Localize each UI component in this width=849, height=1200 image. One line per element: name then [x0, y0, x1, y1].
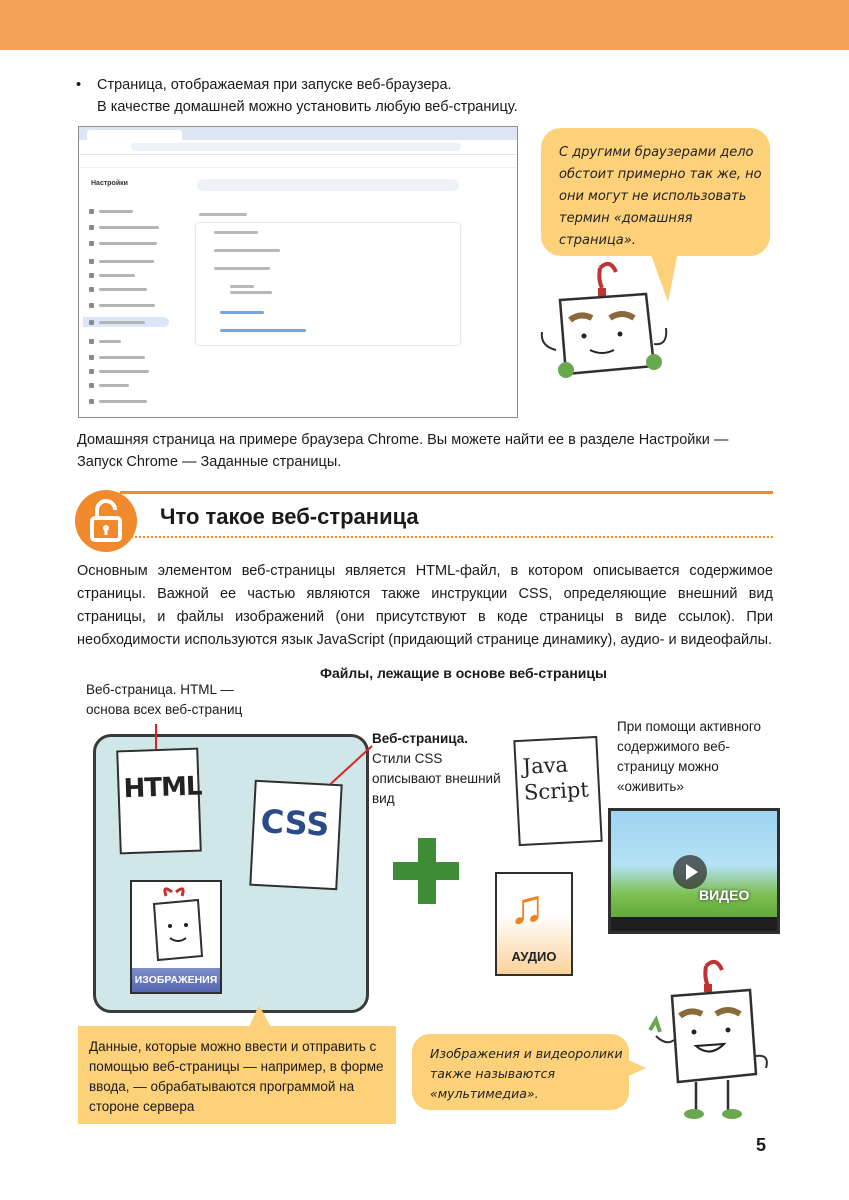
javascript-label-line-1: Java — [522, 752, 569, 779]
server-note-tail — [249, 1005, 271, 1027]
javascript-file-label — [522, 750, 589, 805]
body-paragraph: Основным элементом веб-страницы является HTML-файл, в котором описывается содержимое страницы. Важной ее частью являются также инструкции CSS, определяющие внешний вид страницы, и файлы изображений (они присутствуют в коде страницы в виде ссылок). При необходимости используются язык JavaScript (придающий странице динамику), аудио- и видеофайлы. — [77, 563, 773, 648]
intro-line-2: В качестве домашней можно установить любую веб-страницу. — [97, 99, 518, 115]
label-html-line-2: основа всех веб-страниц — [86, 702, 243, 717]
css-file-label: CSS — [259, 802, 331, 844]
video-player-icon — [608, 808, 780, 934]
label-html-line-1: Веб-страница. HTML — — [86, 682, 234, 697]
image-mascot-icon — [132, 882, 220, 968]
audio-file-label: АУДИО — [511, 949, 557, 964]
page-number: 5 — [756, 1135, 767, 1155]
html-file-label: HTML — [123, 771, 202, 805]
label-css-bold: Веб-страница. — [372, 731, 468, 746]
video-controls-bar — [611, 917, 777, 931]
javascript-file-icon — [513, 736, 602, 846]
screenshot-caption: Домашняя страница на примере браузера Chrome. Вы можете найти ее в разделе Настройки — Запуск Chrome — Заданные страницы. — [77, 432, 729, 470]
image-file-label: ИЗОБРАЖЕНИЯ — [134, 974, 218, 986]
bullet-dot: • — [76, 77, 82, 93]
paper-mascot-illustration-2 — [636, 956, 776, 1126]
audio-file-icon — [495, 872, 573, 976]
html-file-icon — [116, 748, 202, 855]
speech-bubble-multimedia-text: Изображения и видеоролики также называются «мультимедиа». — [430, 1046, 623, 1101]
javascript-label-line-2: Script — [523, 777, 590, 805]
play-icon — [673, 855, 707, 889]
intro-line-1: Страница, отображаемая при запуске веб-браузера. — [97, 77, 452, 93]
label-css — [372, 729, 502, 809]
css-file-icon — [249, 780, 342, 890]
label-css-text: Стили CSS описывают внешний вид — [372, 751, 501, 806]
video-label: ВИДЕО — [699, 887, 750, 903]
plus-icon-bar — [393, 862, 459, 880]
image-file-icon — [130, 880, 222, 994]
figure-title: Файлы, лежащие в основе веб-страницы — [320, 665, 607, 681]
music-note-icon: ♫ — [509, 881, 545, 934]
section-title: Что такое веб-страница — [160, 504, 419, 529]
label-active-content: При помощи активного содержимого веб-страницу можно «оживить» — [617, 719, 762, 794]
speech-bubble-text: С другими браузерами дело обстоит примерно так же, но они могут не использовать термин «домашняя страница». — [559, 145, 762, 248]
settings-title: Настройки — [91, 180, 128, 187]
server-note-text: Данные, которые можно ввести и отправить с помощью веб-страницы — например, в форме ввода, — обрабатываются программой на стороне сервера — [89, 1039, 384, 1114]
